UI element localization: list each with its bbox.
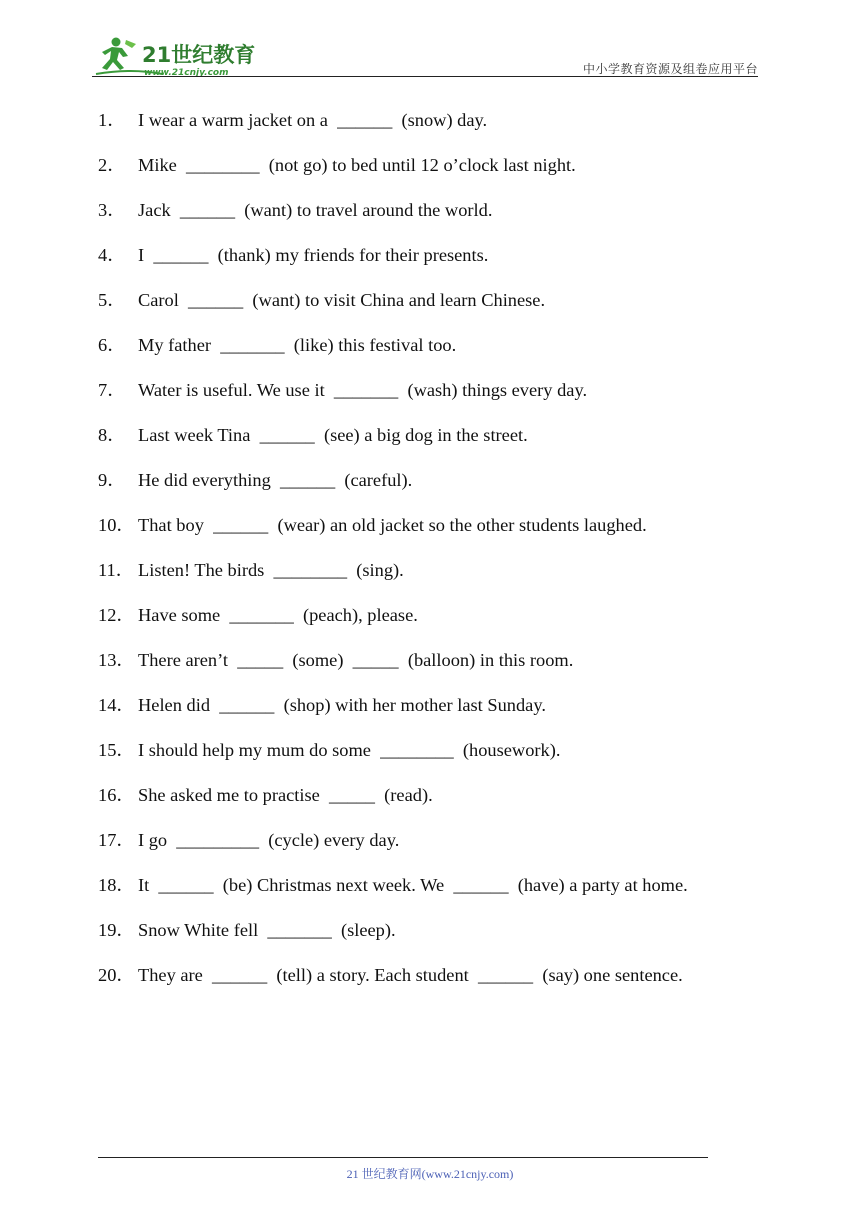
exercise-number: 20．: [98, 965, 135, 985]
exercise-item: [98, 332, 788, 377]
exercise-number: 8．: [98, 425, 126, 445]
logo-url-text: www.21cnjy.com: [144, 68, 229, 78]
exercise-number: 2．: [98, 155, 126, 175]
exercise-number: 5．: [98, 290, 126, 310]
exercise-sentence: Last week Tina ______ (see) a big dog in the street.: [138, 425, 528, 445]
exercise-number: 14．: [98, 695, 135, 715]
exercise-number: 16．: [98, 785, 135, 805]
exercise-sentence: He did everything ______ (careful).: [138, 470, 413, 490]
exercise-number: 10．: [98, 515, 135, 535]
exercise-item: [98, 647, 788, 692]
site-logo: [92, 34, 272, 78]
exercise-number: 15．: [98, 740, 135, 760]
exercise-item: [98, 557, 788, 602]
exercise-number: 19．: [98, 920, 135, 940]
exercise-sentence: I should help my mum do some ________ (housework).: [138, 740, 561, 760]
exercise-item: [98, 692, 788, 737]
exercise-item: [98, 827, 788, 872]
exercise-number: 17．: [98, 830, 135, 850]
site-tagline: 中小学教育资源及组卷应用平台: [582, 62, 758, 76]
exercise-item: [98, 737, 788, 782]
exercise-number: 18．: [98, 875, 135, 895]
exercise-item: [98, 287, 788, 332]
exercise-number: 7．: [98, 380, 126, 400]
exercise-sentence: Snow White fell _______ (sleep).: [138, 920, 396, 940]
exercise-sentence: Water is useful. We use it _______ (wash) things every day.: [138, 380, 588, 400]
footer-divider: [98, 1157, 708, 1158]
exercise-sentence: Listen! The birds ________ (sing).: [138, 560, 404, 580]
exercise-sentence: That boy ______ (wear) an old jacket so the other students laughed.: [138, 515, 647, 535]
exercise-item: [98, 872, 788, 917]
exercise-item: [98, 512, 788, 557]
exercise-item: [98, 377, 788, 422]
exercise-number: 11．: [98, 560, 135, 580]
exercise-number: 12．: [98, 605, 135, 625]
exercise-list: [98, 107, 788, 1007]
exercise-item: [98, 917, 788, 962]
exercise-number: 13．: [98, 650, 135, 670]
exercise-number: 6．: [98, 335, 126, 355]
exercise-number: 4．: [98, 245, 126, 265]
footer-link[interactable]: 21 世纪教育网(www.21cnjy.com): [346, 1167, 514, 1181]
exercise-sentence: Carol ______ (want) to visit China and learn Chinese.: [138, 290, 546, 310]
exercise-sentence: Have some _______ (peach), please.: [138, 605, 418, 625]
exercise-item: [98, 152, 788, 197]
exercise-item: [98, 467, 788, 512]
exercise-item: [98, 242, 788, 287]
exercise-sentence: They are ______ (tell) a story. Each student ______ (say) one sentence.: [138, 965, 683, 985]
exercise-item: [98, 197, 788, 242]
exercise-sentence: It ______ (be) Christmas next week. We ______ (have) a party at home.: [138, 875, 688, 895]
exercise-sentence: Jack ______ (want) to travel around the world.: [138, 200, 493, 220]
exercise-number: 9．: [98, 470, 126, 490]
header-divider: [92, 76, 758, 77]
exercise-number: 3．: [98, 200, 126, 220]
exercise-item: [98, 962, 788, 1007]
page-header: [92, 30, 758, 80]
exercise-number: 1．: [98, 110, 126, 130]
exercise-item: [98, 782, 788, 827]
exercise-sentence: I wear a warm jacket on a ______ (snow) day.: [138, 110, 488, 130]
exercise-sentence: There aren’t _____ (some) _____ (balloon) in this room.: [138, 650, 574, 670]
exercise-sentence: Helen did ______ (shop) with her mother last Sunday.: [138, 695, 546, 715]
exercise-item: [98, 602, 788, 647]
exercise-item: [98, 107, 788, 152]
exercise-sentence: Mike ________ (not go) to bed until 12 o’clock last night.: [138, 155, 576, 175]
exercise-item: [98, 422, 788, 467]
exercise-sentence: She asked me to practise _____ (read).: [138, 785, 433, 805]
exercise-sentence: My father _______ (like) this festival too.: [138, 335, 457, 355]
exercise-sentence: I go _________ (cycle) every day.: [138, 830, 400, 850]
logo-brand-text: 21世纪教育: [142, 43, 256, 67]
exercise-sentence: I ______ (thank) my friends for their presents.: [138, 245, 489, 265]
runner-icon: [102, 38, 136, 71]
